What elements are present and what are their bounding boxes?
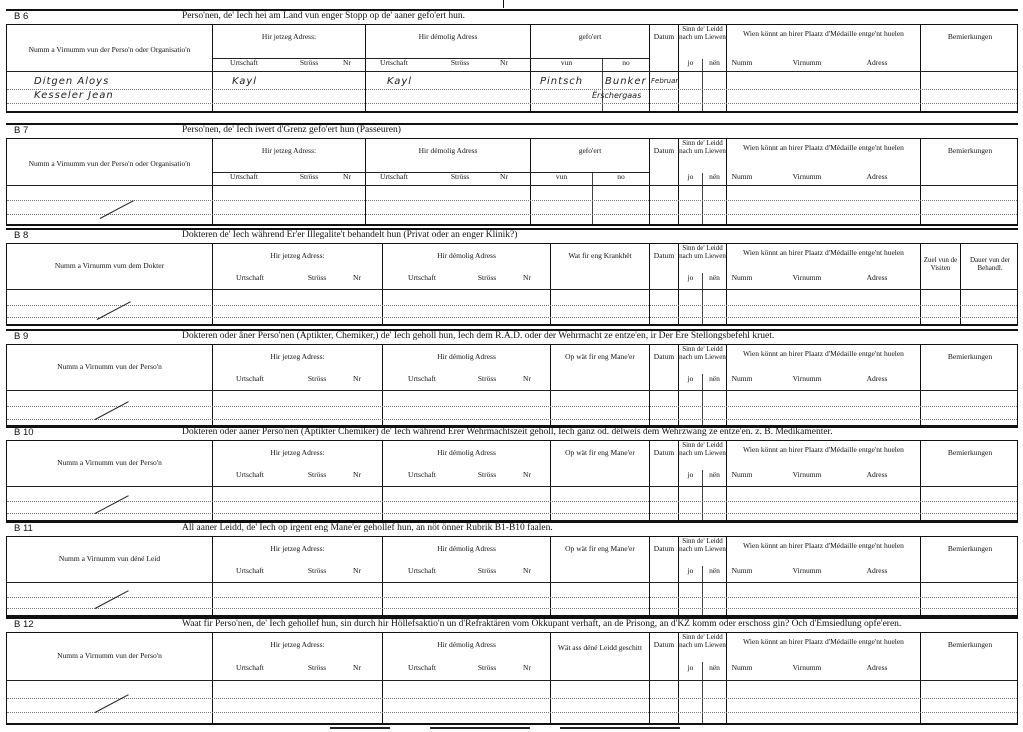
col-old-address: Hir démolig Adress: [418, 146, 478, 155]
entry-from: Pintsch: [540, 76, 584, 87]
section-header: [6, 617, 1018, 633]
col-adress: Adress: [866, 273, 888, 282]
col-stross: Ströss: [307, 273, 327, 282]
col-numm: Numm: [731, 663, 753, 672]
col-urtschaft: Urtschaft: [408, 663, 436, 672]
col-old-address: Hir démolig Adress: [418, 32, 478, 41]
col-sinn: Sinn de' Leidd nach um Liewen: [679, 244, 726, 260]
col-medaille: Wien könnt an hirer Plaatz d'Médaille entge'nt huelen: [743, 248, 904, 257]
section-header: [6, 425, 1018, 441]
col-name-header: Numm a Virnumm vum dem Dokter: [54, 261, 165, 270]
section-header: [6, 329, 1018, 345]
col-virnumm: Virnumm: [792, 58, 822, 67]
entry-to: Bunker: [605, 76, 647, 87]
col-urtschaft: Urtschaft: [408, 566, 436, 575]
col-nr: Nr: [353, 663, 361, 672]
section-code: B 11: [14, 523, 33, 534]
col-old-address: Hir démolig Adress: [437, 352, 496, 361]
col-name-header: Numm a Virnumm vun déné Leid: [58, 554, 161, 563]
col-urtschaft: Urtschaft: [236, 470, 264, 479]
section-header: [6, 228, 1018, 244]
col-jo: jo: [687, 172, 694, 181]
col-urtschaft: Urtschaft: [236, 374, 264, 383]
section-b10: [6, 425, 1018, 522]
col-nr: Nr: [353, 273, 361, 282]
col-virnumm: Virnumm: [792, 374, 822, 383]
col-datum: Datum: [653, 448, 675, 457]
col-medaille: Wien könnt an hirer Plaatz d'Médaille entge'nt huelen: [743, 349, 904, 358]
col-datum: Datum: [653, 146, 675, 155]
page-top-mark: [503, 0, 504, 8]
col-jo: jo: [687, 663, 694, 672]
section-table: [6, 536, 1018, 617]
col-urtschaft: Urtschaft: [408, 374, 436, 383]
section-table: [6, 24, 1018, 113]
cancel-stroke: [100, 200, 134, 219]
section-table: [6, 138, 1018, 226]
col-vun: vun: [555, 172, 568, 181]
col-medaille: Wien könnt an hirer Plaatz d'Médaille entge'nt huelen: [743, 541, 904, 550]
col-jo: jo: [687, 470, 694, 479]
section-title: Perso'nen, de' Iech iwert d'Grenz gefo'ert hun (Passeuren): [182, 125, 401, 135]
col-adress: Adress: [866, 663, 888, 672]
col-nen: nën: [709, 273, 720, 282]
col-bemierkungen: Bemierkungen: [947, 146, 993, 155]
col-urtschaft: Urtschaft: [236, 273, 264, 282]
col-bemierkungen: Bemierkungen: [947, 448, 993, 457]
col-nen: nën: [709, 566, 720, 575]
col-adress: Adress: [866, 58, 888, 67]
section-b8: [6, 228, 1018, 326]
col-current-address: Hir jetzeg Adress:: [261, 146, 317, 155]
section-code: B 8: [14, 230, 29, 241]
col-bemierkungen: Bemierkungen: [947, 640, 993, 649]
col-bemierkungen: Bemierkungen: [947, 352, 993, 361]
col-nen: nën: [709, 172, 720, 181]
col-old-address: Hir démolig Adress: [437, 544, 496, 553]
col-gefoert: gefo'ert: [578, 32, 602, 41]
col-nen: nën: [709, 663, 720, 672]
col-old-address: Hir démolig Adress: [437, 251, 496, 260]
col-vun: vun: [560, 58, 573, 67]
col-name-header: Numm a Virnumm vun der Perso'n oder Organisatio'n: [28, 45, 191, 54]
entry-name: Ditgen Aloys: [34, 76, 110, 87]
section-title: Waat fir Perso'nen, de' Iech gehollef hun, sin durch hir Höllefsaktio'n un d'Refraktären vom Okkupant verhaft, an de Prisong, an d'KZ komm oder erschoss gin? Och d'Emsiedlung opfe'eren.: [182, 619, 902, 629]
section-table: [6, 440, 1018, 522]
col-bemierkungen: Bemierkungen: [947, 32, 993, 41]
col-old-address: Hir démolig Adress: [437, 640, 496, 649]
col-name-header: Numm a Virnumm vun der Perso'n oder Organisatio'n: [28, 159, 191, 168]
section-title: Dokteren de' Iech während Er'er Illegalite't behandelt hun (Privat oder an enger Klinik?): [182, 230, 518, 240]
section-code: B 9: [14, 331, 29, 342]
col-gefoert: gefo'ert: [578, 146, 602, 155]
col-stross: Ströss: [307, 374, 327, 383]
col-datum: Datum: [653, 251, 675, 260]
section-title: Dokteren oder aaner Perso'nen (Aptikter Chemiker) de' Iech während Erer Wehrmachtszeit geholl, Iech ganz od. dëlweis dem Wehrzwang ze entze'en. z. B. Medikamenter.: [182, 427, 833, 437]
entry-current-town: Kayl: [232, 76, 258, 87]
col-numm: Numm: [731, 374, 753, 383]
col-nr: Nr: [353, 470, 361, 479]
col-nen: nën: [709, 374, 720, 383]
col-stross: Ströss: [477, 566, 497, 575]
col-stross: Ströss: [477, 374, 497, 383]
col-zuel: Zuel vun de Visiten: [923, 256, 958, 272]
col-nr: Nr: [343, 58, 351, 67]
col-jo: jo: [687, 58, 694, 67]
cancel-stroke: [95, 590, 129, 609]
col-virnumm: Virnumm: [792, 273, 822, 282]
entry-date: Februar: [651, 77, 679, 85]
section-header: [6, 123, 1018, 139]
section-table: [6, 344, 1018, 428]
section-b12: [6, 617, 1018, 725]
col-numm: Numm: [731, 172, 753, 181]
col-nr: Nr: [353, 566, 361, 575]
col-stross: Ströss: [307, 470, 327, 479]
col-name-header: Numm a Virnumm vun der Perso'n: [57, 651, 162, 660]
col-jo: jo: [687, 374, 694, 383]
col-current-address: Hir jetzeg Adress:: [261, 32, 317, 41]
col-numm: Numm: [731, 58, 753, 67]
col-virnumm: Virnumm: [792, 470, 822, 479]
section-table: [6, 243, 1018, 326]
col-nr: Nr: [523, 663, 531, 672]
section-code: B 6: [14, 11, 29, 22]
col-no: no: [622, 58, 630, 67]
footer-mark: [560, 727, 680, 729]
col-name-header: Numm a Virnumm vun der Perso'n: [57, 362, 162, 371]
col-maneer: Op wät fir eng Mane'er: [565, 544, 635, 553]
col-current-address: Hir jetzeg Adress:: [270, 640, 325, 649]
col-sinn: Sinn de' Leidd nach um Liewen: [679, 139, 726, 155]
section-b11: [6, 521, 1018, 617]
col-nr: Nr: [523, 566, 531, 575]
col-maneer: Op wät fir eng Mane'er: [565, 352, 635, 361]
col-stross: Ströss: [450, 172, 470, 181]
col-medaille: Wien könnt an hirer Plaatz d'Médaille entge'nt huelen: [743, 29, 904, 38]
col-adress: Adress: [866, 374, 888, 383]
section-header: [6, 9, 1018, 25]
col-stross: Ströss: [299, 58, 319, 67]
col-virnumm: Virnumm: [792, 566, 822, 575]
col-name-header: Numm a Virnumm vun der Perso'n: [57, 458, 162, 467]
section-title: Perso'nen, de' Iech hei am Land vun enger Stopp op de' aaner gefo'ert hun.: [182, 11, 466, 21]
section-code: B 12: [14, 619, 34, 630]
col-urtschaft: Urtschaft: [408, 273, 436, 282]
col-urtschaft: Urtschaft: [236, 663, 264, 672]
col-stross: Ströss: [477, 663, 497, 672]
col-nen: nën: [709, 58, 720, 67]
col-nr: Nr: [523, 374, 531, 383]
col-nr: Nr: [343, 172, 351, 181]
col-stross: Ströss: [477, 470, 497, 479]
col-adress: Adress: [866, 470, 888, 479]
col-urtschaft: Urtschaft: [408, 470, 436, 479]
col-jo: jo: [687, 273, 694, 282]
col-sinn: Sinn de' Leidd nach um Liewen: [679, 25, 726, 41]
col-stross: Ströss: [307, 663, 327, 672]
col-nr: Nr: [523, 273, 531, 282]
entry-name: Kesseler Jean: [34, 90, 114, 101]
col-urtschaft: Urtschaft: [380, 172, 408, 181]
section-b7: [6, 123, 1018, 226]
col-urtschaft: Urtschaft: [236, 566, 264, 575]
col-jo: jo: [687, 566, 694, 575]
col-nr: Nr: [500, 58, 508, 67]
col-datum: Datum: [653, 32, 675, 41]
col-nr: Nr: [523, 470, 531, 479]
cancel-stroke: [95, 401, 129, 420]
col-sinn: Sinn de' Leidd nach um Liewen: [679, 441, 726, 457]
col-stross: Ströss: [477, 273, 497, 282]
col-maneer: Op wät fir eng Mane'er: [565, 448, 635, 457]
col-no: no: [617, 172, 625, 181]
entry-old-town: Kayl: [387, 76, 413, 87]
entry-to: Ërschergaas: [592, 91, 642, 100]
footer-mark: [430, 727, 530, 729]
section-code: B 10: [14, 427, 34, 438]
col-dauer: Dauer vun der Behandl.: [969, 256, 1011, 272]
col-adress: Adress: [866, 566, 888, 575]
col-stross: Ströss: [299, 172, 319, 181]
col-medaille: Wien könnt an hirer Plaatz d'Médaille entge'nt huelen: [743, 445, 904, 454]
col-current-address: Hir jetzeg Adress:: [270, 352, 325, 361]
col-medaille: Wien könnt an hirer Plaatz d'Médaille entge'nt huelen: [743, 143, 904, 152]
col-current-address: Hir jetzeg Adress:: [270, 251, 325, 260]
col-virnumm: Virnumm: [792, 663, 822, 672]
section-title: Dokteren oder âner Perso'nen (Aptikter, Chemiker,) de' Iech geholl hun, Iech dem R.A.D. oder der Wehrmacht ze entze'en, ir Der Ere Stellongsbefehl kruet.: [182, 331, 775, 341]
col-krankhet: Wat fir eng Krankhët: [568, 251, 632, 260]
col-datum: Datum: [653, 640, 675, 649]
col-stross: Ströss: [450, 58, 470, 67]
section-header: [6, 521, 1018, 537]
section-b6: [6, 9, 1018, 113]
col-nen: nën: [709, 470, 720, 479]
col-numm: Numm: [731, 470, 753, 479]
col-nr: Nr: [353, 374, 361, 383]
col-bemierkungen: Bemierkungen: [947, 544, 993, 553]
section-b9: [6, 329, 1018, 428]
col-urtschaft: Urtschaft: [380, 58, 408, 67]
col-current-address: Hir jetzeg Adress:: [270, 448, 325, 457]
col-adress: Adress: [866, 172, 888, 181]
section-title: All aaner Leidd, de' Iech op irgent eng Mane'er gehollef hun, an nöt önner Rubrik B1-B10 faalen.: [182, 523, 553, 533]
col-numm: Numm: [731, 566, 753, 575]
col-geschitt: Wät ass déné Leidd geschitt: [557, 643, 643, 652]
col-sinn: Sinn de' Leidd nach um Liewen: [679, 345, 726, 361]
col-datum: Datum: [653, 352, 675, 361]
col-urtschaft: Urtschaft: [230, 58, 258, 67]
col-current-address: Hir jetzeg Adress:: [270, 544, 325, 553]
col-old-address: Hir démolig Adress: [437, 448, 496, 457]
col-virnumm: Virnumm: [792, 172, 822, 181]
col-datum: Datum: [653, 544, 675, 553]
col-nr: Nr: [500, 172, 508, 181]
section-code: B 7: [14, 125, 29, 136]
footer-mark: [330, 727, 390, 729]
col-sinn: Sinn de' Leidd nach um Liewen: [679, 633, 726, 649]
col-medaille: Wien könnt an hirer Plaatz d'Médaille entge'nt huelen: [743, 637, 904, 646]
col-sinn: Sinn de' Leidd nach um Liewen: [679, 537, 726, 553]
col-stross: Ströss: [307, 566, 327, 575]
col-numm: Numm: [731, 273, 753, 282]
section-table: [6, 632, 1018, 725]
cancel-stroke: [95, 495, 129, 514]
col-urtschaft: Urtschaft: [230, 172, 258, 181]
